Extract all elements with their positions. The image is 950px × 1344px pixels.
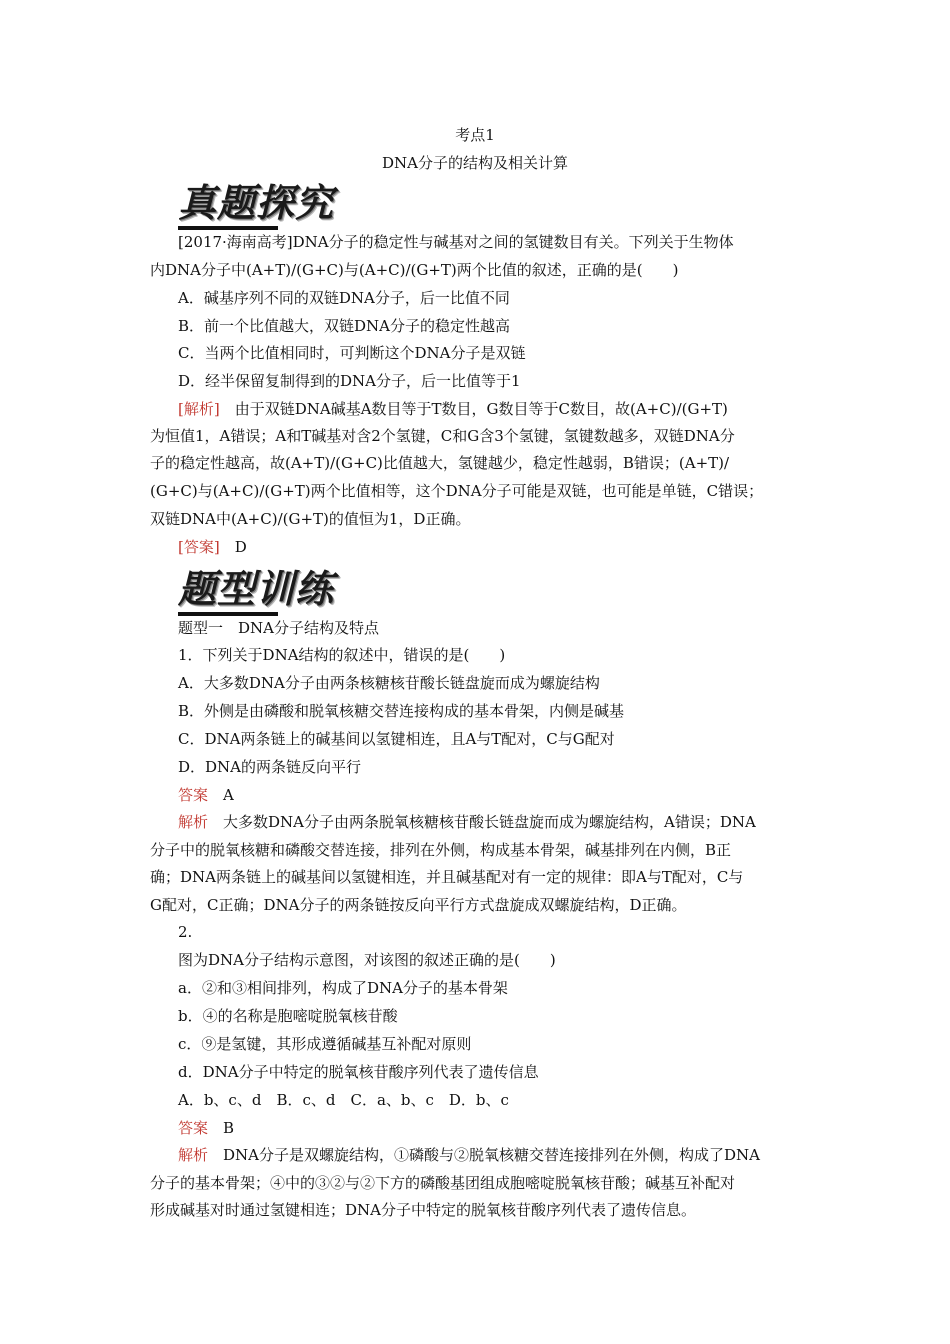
q1-analysis-text-1: 大多数DNA分子由两条脱氧核糖核苷酸长链盘旋而成为螺旋结构，A错误；DNA xyxy=(208,813,756,831)
analysis-text-1: 由于双链DNA碱基A数目等于T数目，G数目等于C数目，故(A+C)/(G+T) xyxy=(219,400,728,418)
q2-answer-line xyxy=(178,1118,234,1138)
q2-options: A．b、c、d B．c、d C．a、b、c D．b、c xyxy=(178,1091,509,1109)
section-banner-tixing xyxy=(178,566,358,612)
q2-statement-a: a．②和③相间排列，构成了DNA分子的基本骨架 xyxy=(178,979,508,997)
q2-analysis-line-3: 形成碱基对时通过氢键相连；DNA分子中特定的脱氧核苷酸序列代表了遗传信息。 xyxy=(150,1201,696,1219)
question-type-title: 题型一 DNA分子结构及特点 xyxy=(178,619,379,637)
question-stem-line-1: [2017·海南高考]DNA分子的稳定性与碱基对之间的氢键数目有关。下列关于生物体 xyxy=(178,233,734,251)
q2-answer-label: 答案 xyxy=(178,1119,209,1137)
q1-analysis-line-4: G配对，C正确；DNA分子的两条链按反向平行方式盘旋成双螺旋结构，D正确。 xyxy=(150,896,687,914)
answer-line xyxy=(178,537,247,557)
analysis-line-5: 双链DNA中(A+C)/(G+T)的值恒为1，D正确。 xyxy=(150,510,471,528)
section-banner-zhenti-text: 真题探究 xyxy=(178,181,335,225)
q2-answer-value: B xyxy=(208,1119,235,1137)
q2-analysis-label: 解析 xyxy=(178,1146,209,1164)
analysis-line-4: (G+C)与(A+C)/(G+T)两个比值相等，这个DNA分子可能是双链，也可能是单链，C错误； xyxy=(150,482,764,500)
q1-analysis-label: 解析 xyxy=(178,813,209,831)
q2-statement-d: d．DNA分子中特定的脱氧核苷酸序列代表了遗传信息 xyxy=(178,1063,539,1081)
option-b: B．前一个比值越大，双链DNA分子的稳定性越高 xyxy=(178,317,511,335)
option-d: D．经半保留复制得到的DNA分子，后一比值等于1 xyxy=(178,372,521,390)
analysis-label: [解析] xyxy=(178,400,220,418)
q1-option-d: D．DNA的两条链反向平行 xyxy=(178,758,362,776)
q2-analysis-line-1 xyxy=(178,1145,760,1165)
q2-stem: 图为DNA分子结构示意图，对该图的叙述正确的是( ) xyxy=(178,951,556,969)
answer-value: D xyxy=(219,538,247,556)
question-stem-line-2: 内DNA分子中(A+T)/(G+C)与(A+C)/(G+T)两个比值的叙述，正确的是( ) xyxy=(150,261,679,279)
q1-answer-value: A xyxy=(208,786,234,804)
q2-analysis-text-1: DNA分子是双螺旋结构，①磷酸与②脱氧核糖交替连接排列在外侧，构成了DNA xyxy=(208,1146,760,1164)
option-a: A．碱基序列不同的双链DNA分子，后一比值不同 xyxy=(178,289,510,307)
banner-underline xyxy=(178,612,278,616)
section-banner-tixing-text: 题型训练 xyxy=(178,567,335,611)
analysis-line-3: 子的稳定性越高，故(A+T)/(G+C)比值越大，氢键越少，稳定性越弱，B错误；(A+T)/ xyxy=(150,454,730,472)
q1-analysis-line-2: 分子中的脱氧核糖和磷酸交替连接，排列在外侧，构成基本骨架，碱基排列在内侧，B正 xyxy=(150,841,732,859)
q1-answer-line xyxy=(178,785,234,805)
banner-underline xyxy=(178,226,278,230)
q2-number: 2. xyxy=(178,923,193,941)
q2-statement-b: b．④的名称是胞嘧啶脱氧核苷酸 xyxy=(178,1007,398,1025)
topic-heading: DNA分子的结构及相关计算 xyxy=(382,154,568,172)
kaodian-heading: 考点1 xyxy=(455,126,495,144)
option-c: C．当两个比值相同时，可判断这个DNA分子是双链 xyxy=(178,344,526,362)
q1-option-b: B．外侧是由磷酸和脱氧核糖交替连接构成的基本骨架，内侧是碱基 xyxy=(178,702,625,720)
q1-option-c: C．DNA两条链上的碱基间以氢键相连，且A与T配对，C与G配对 xyxy=(178,730,615,748)
q2-analysis-line-2: 分子的基本骨架；④中的③②与②下方的磷酸基团组成胞嘧啶脱氧核苷酸；碱基互补配对 xyxy=(150,1174,736,1192)
analysis-line-2: 为恒值1，A错误；A和T碱基对含2个氢键，C和G含3个氢键，氢键数越多，双链DNA分 xyxy=(150,427,735,445)
analysis-line-1 xyxy=(178,399,728,419)
section-banner-zhenti xyxy=(178,180,358,226)
q1-option-a: A．大多数DNA分子由两条核糖核苷酸长链盘旋而成为螺旋结构 xyxy=(178,674,600,692)
q1-analysis-line-3: 确；DNA两条链上的碱基间以氢键相连，并且碱基配对有一定的规律：即A与T配对，C与 xyxy=(150,868,744,886)
q1-analysis-line-1 xyxy=(178,812,756,832)
q1-stem: 1．下列关于DNA结构的叙述中，错误的是( ) xyxy=(178,646,506,664)
q1-answer-label: 答案 xyxy=(178,786,209,804)
q2-statement-c: c．⑨是氢键，其形成遵循碱基互补配对原则 xyxy=(178,1035,472,1053)
answer-label: [答案] xyxy=(178,538,220,556)
